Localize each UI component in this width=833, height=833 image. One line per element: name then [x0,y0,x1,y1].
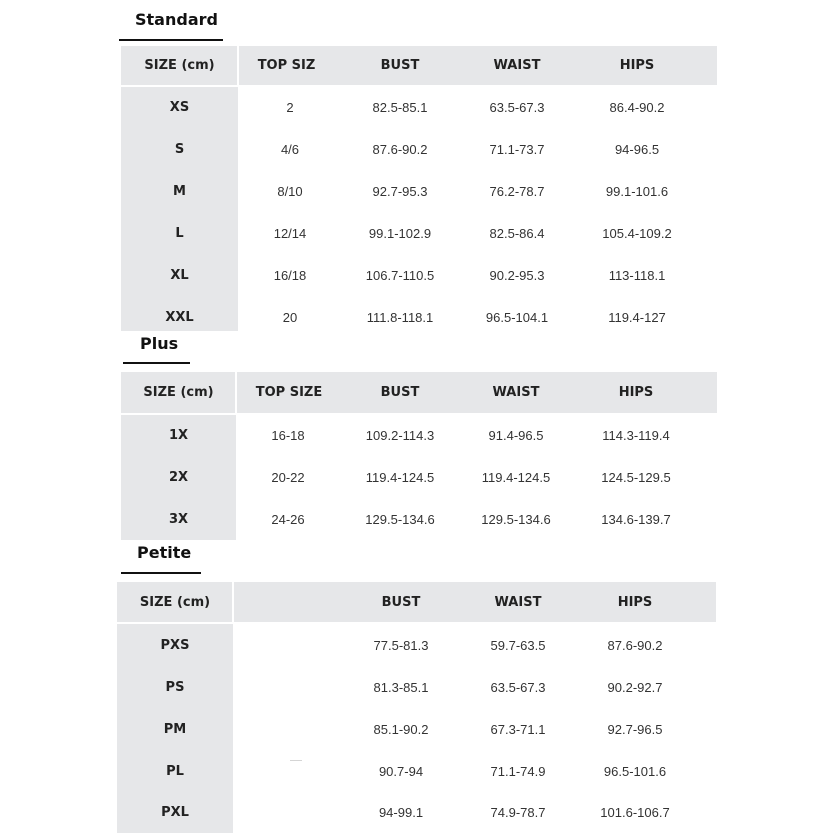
title-underline [119,39,223,41]
cell-waist: 71.1-74.9 [490,763,546,779]
cell-waist: 119.4-124.5 [481,469,551,485]
cell-bust: 85.1-90.2 [373,721,429,737]
cell-bust: 81.3-85.1 [373,679,429,695]
cell-hips: 99.1-101.6 [605,183,669,199]
cell-size: XXL [165,309,194,325]
title-underline [121,572,201,574]
cell-hips: 119.4-127 [608,309,666,325]
section-title-plus: Plus [140,334,179,353]
header-bust: BUST [381,594,421,610]
cell-top-size: 24-26 [271,511,305,527]
cell-size: PL [166,763,184,779]
cell-size: 2X [168,469,189,485]
cell-hips: 96.5-101.6 [603,763,667,779]
cell-top-size: 16-18 [271,427,305,443]
cell-waist: 96.5-104.1 [485,309,549,325]
cell-bust: 99.1-102.9 [368,225,432,241]
cell-hips: 94-96.5 [614,141,660,157]
header-size: SIZE (cm) [143,385,214,400]
header-waist: WAIST [493,58,541,73]
cell-waist: 67.3-71.1 [490,721,546,737]
cell-top-size: 12/14 [273,225,307,241]
cell-top-size: 20 [282,309,298,325]
cell-top-size: 20-22 [271,469,305,485]
cell-waist: 82.5-86.4 [489,225,545,241]
cell-size: L [175,225,184,241]
section-title-petite: Petite [137,543,192,562]
cell-size: 1X [168,427,189,443]
cell-waist: 63.5-67.3 [490,679,546,695]
cell-hips: 124.5-129.5 [601,469,671,485]
cell-waist: 63.5-67.3 [489,99,545,115]
cell-size: PXL [161,805,189,820]
title-underline [123,362,190,364]
cell-size: PS [165,679,185,695]
cell-hips: 105.4-109.2 [602,225,672,241]
cell-size: 3X [168,511,189,527]
section-title-standard: Standard [135,10,218,29]
cell-top-size: 4/6 [280,141,300,157]
cell-top-size: 16/18 [273,267,307,283]
cell-waist: 91.4-96.5 [488,427,544,443]
header-waist: WAIST [492,385,540,400]
cell-bust: 92.7-95.3 [372,183,428,199]
cell-hips: 90.2-92.7 [607,679,663,695]
cell-size: M [173,183,186,199]
cell-hips: 86.4-90.2 [609,99,665,115]
header-waist: WAIST [494,594,542,610]
header-hips: HIPS [619,58,655,73]
cell-bust: 111.8-118.1 [366,309,434,325]
header-bust: BUST [380,385,420,400]
cell-bust: 94-99.1 [378,805,424,820]
header-top-size: TOP SIZE [255,385,323,400]
cell-top-size: 8/10 [277,183,303,199]
divider-mark [290,760,302,761]
cell-size: PXS [160,637,190,653]
cell-size: XL [170,267,189,283]
header-hips: HIPS [617,594,653,610]
header-top-size: TOP SIZ [257,58,316,73]
cell-size: PM [163,721,187,737]
cell-bust: 82.5-85.1 [372,99,428,115]
cell-waist: 59.7-63.5 [490,637,546,653]
cell-bust: 77.5-81.3 [373,637,429,653]
cell-waist: 90.2-95.3 [489,267,545,283]
cell-bust: 119.4-124.5 [365,469,435,485]
cell-waist: 129.5-134.6 [481,511,551,527]
cell-bust: 109.2-114.3 [365,427,435,443]
header-size: SIZE (cm) [139,594,211,610]
cell-bust: 129.5-134.6 [365,511,435,527]
cell-top-size: 2 [286,99,294,115]
cell-waist: 74.9-78.7 [490,805,546,820]
cell-hips: 113-118.1 [608,267,666,283]
cell-hips: 101.6-106.7 [600,805,670,820]
header-top-size [234,582,344,622]
cell-hips: 114.3-119.4 [602,427,670,443]
cell-size: XS [169,99,190,115]
cell-size: S [174,141,185,157]
cell-hips: 92.7-96.5 [607,721,663,737]
cell-waist: 71.1-73.7 [489,141,545,157]
cell-waist: 76.2-78.7 [489,183,545,199]
cell-bust: 106.7-110.5 [365,267,435,283]
cell-bust: 87.6-90.2 [372,141,428,157]
cell-hips: 87.6-90.2 [607,637,663,653]
header-bust: BUST [380,58,420,73]
header-hips: HIPS [618,385,654,400]
cell-hips: 134.6-139.7 [601,511,671,527]
header-size: SIZE (cm) [144,58,215,73]
cell-bust: 90.7-94 [378,763,424,779]
